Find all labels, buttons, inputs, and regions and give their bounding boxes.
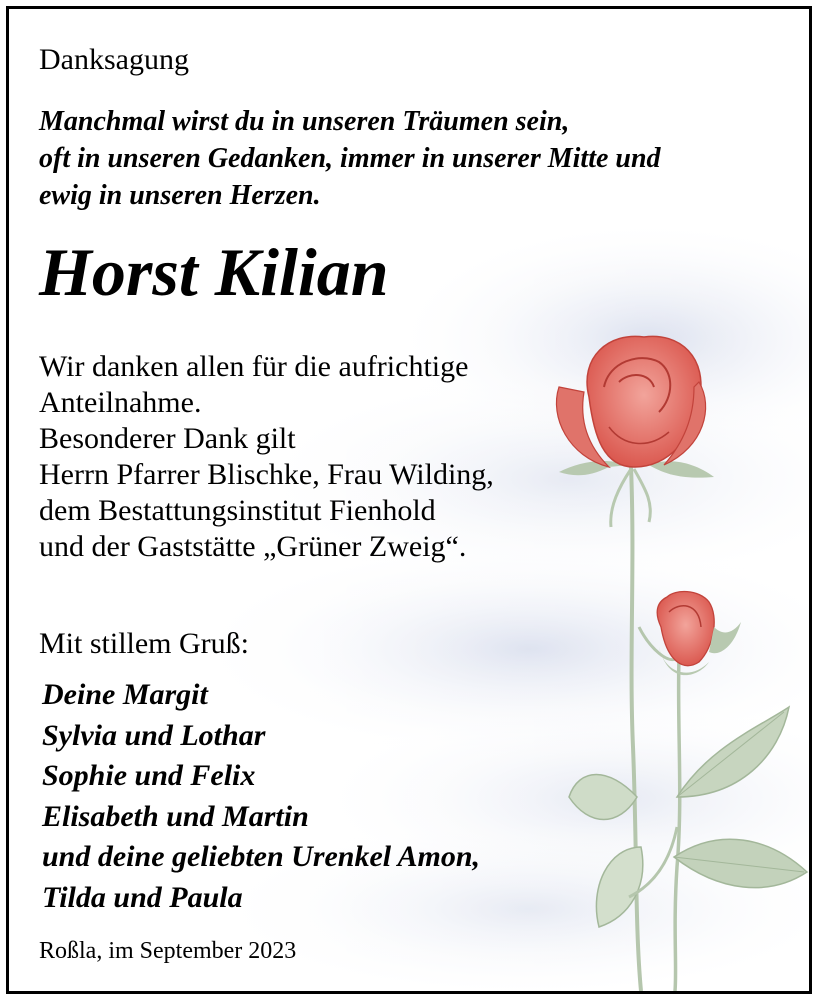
signer: und deine geliebten Urenkel Amon, [42, 840, 481, 873]
motto-line: ewig in unseren Herzen. [39, 180, 321, 211]
motto-line: oft in unseren Gedanken, immer in unserer Mitte und [39, 143, 661, 174]
notice-content [39, 9, 809, 991]
thanks-line: dem Bestattungsinstitut Fienhold [39, 494, 436, 527]
thanks-text [39, 349, 494, 565]
signer: Tilda und Paula [42, 880, 243, 914]
obituary-notice [6, 6, 812, 994]
thanks-line: Anteilnahme. [39, 386, 202, 419]
signer: Sophie und Felix [42, 759, 256, 792]
motto-verse [39, 103, 661, 214]
motto-line: Manchmal wirst du in unseren Träumen sein, [39, 106, 570, 137]
greeting: Mit stillem Gruß: [39, 627, 249, 660]
signer: Sylvia und Lothar [42, 718, 266, 752]
signer: Elisabeth und Martin [42, 799, 309, 833]
signers-list [42, 675, 480, 918]
thanks-line: Besonderer Dank gilt [39, 422, 296, 455]
thanks-line: Herrn Pfarrer Blischke, Frau Wilding, [39, 458, 494, 491]
signer: Deine Margit [42, 678, 208, 711]
thanks-line: und der Gaststätte „Grüner Zweig“. [39, 530, 467, 563]
thanks-line: Wir danken allen für die aufrichtige [39, 350, 469, 383]
heading-danksagung: Danksagung [39, 43, 189, 76]
deceased-name: Horst Kilian [39, 234, 389, 310]
place-date: Roßla, im September 2023 [39, 938, 297, 964]
